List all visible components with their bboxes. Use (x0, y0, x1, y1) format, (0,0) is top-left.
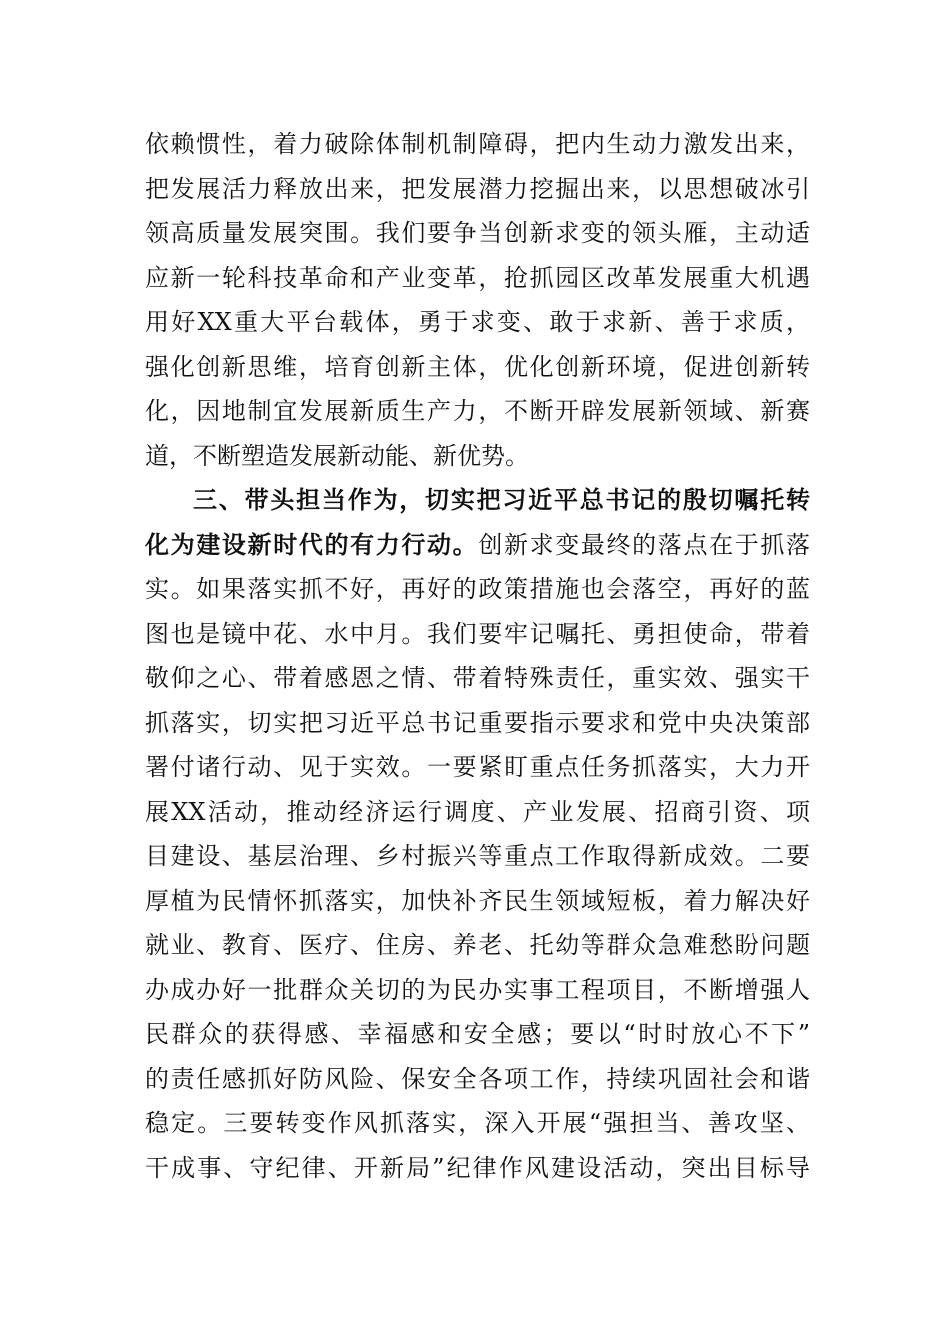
line-text: 民群众的获得感、幸福感和安全感；要以“时时放心不下” (145, 1020, 810, 1048)
line-text: 敬仰之心、带着感恩之情、带着特殊责任，重实效、强实干 (145, 664, 810, 692)
line-text: 稳定。三要转变作风抓落实，深入开展“强担当、善攻坚、 (145, 1109, 810, 1137)
text-line (145, 300, 810, 345)
line-text: 目建设、基层治理、乡村振兴等重点工作取得新成效。二要 (145, 842, 810, 870)
text-line (145, 834, 810, 879)
text-line (145, 968, 810, 1013)
text-line (145, 923, 810, 968)
text-line (145, 1057, 810, 1102)
line-text: 用好XX重大平台载体，勇于求变、敢于求新、善于求质， (145, 308, 810, 336)
section-heading-line (145, 478, 810, 523)
line-text: 抓落实，切实把习近平总书记重要指示要求和党中央决策部 (145, 708, 810, 737)
text-line (145, 122, 810, 167)
line-text: 实。如果落实抓不好，再好的政策措施也会落空，再好的蓝 (145, 575, 810, 603)
section-heading-text: 三、带头担当作为，切实把习近平总书记的殷切嘱托转 (193, 485, 810, 514)
text-line (145, 1101, 810, 1146)
line-text: 领高质量发展突围。我们要争当创新求变的领头雁，主动适 (145, 219, 810, 247)
line-text: 就业、教育、医疗、住房、养老、托幼等群众急难愁盼问题 (145, 931, 810, 959)
section-heading-text: 化为建设新时代的有力行动。 (145, 529, 479, 559)
text-line (145, 211, 810, 256)
line-text: 创新求变最终的落点在于抓落 (478, 530, 811, 559)
text-line (145, 656, 810, 701)
line-text: 办成办好一批群众关切的为民办实事工程项目，不断增强人 (145, 975, 810, 1004)
text-line (145, 567, 810, 612)
text-line (145, 701, 810, 746)
line-text: 把发展活力释放出来，把发展潜力挖掘出来，以思想破冰引 (145, 174, 810, 203)
text-line (145, 389, 810, 434)
line-text: 应新一轮科技革命和产业变革，抢抓园区改革发展重大机遇 (145, 263, 810, 292)
text-line (145, 1146, 810, 1191)
line-text: 署付诸行动、见于实效。一要紧盯重点任务抓落实，大力开 (145, 753, 810, 781)
text-line (145, 1012, 810, 1057)
line-text: 道，不断塑造发展新动能、新优势。 (145, 441, 529, 470)
text-line (145, 790, 810, 835)
line-text: 干成事、守纪律、开新局”纪律作风建设活动，突出目标导 (145, 1153, 810, 1182)
text-line (145, 345, 810, 390)
paragraph-end-line (145, 434, 810, 479)
text-line (145, 167, 810, 212)
text-line (145, 256, 810, 301)
section-heading-line (145, 523, 810, 568)
line-text: 依赖惯性，着力破除体制机制障碍，把内生动力激发出来， (145, 130, 810, 158)
text-line (145, 745, 810, 790)
text-line (145, 612, 810, 657)
line-text: 展XX活动，推动经济运行调度、产业发展、招商引资、项 (145, 797, 810, 826)
text-line (145, 879, 810, 924)
document-body (145, 122, 810, 1190)
line-text: 化，因地制宜发展新质生产力，不断开辟发展新领域、新赛 (145, 397, 810, 425)
line-text: 强化创新思维，培育创新主体，优化创新环境，促进创新转 (145, 352, 810, 381)
line-text: 图也是镜中花、水中月。我们要牢记嘱托、勇担使命，带着 (145, 619, 810, 648)
line-text: 厚植为民情怀抓落实，加快补齐民生领域短板，着力解决好 (145, 886, 810, 915)
line-text: 的责任感抓好防风险、保安全各项工作，持续巩固社会和谐 (145, 1064, 810, 1093)
